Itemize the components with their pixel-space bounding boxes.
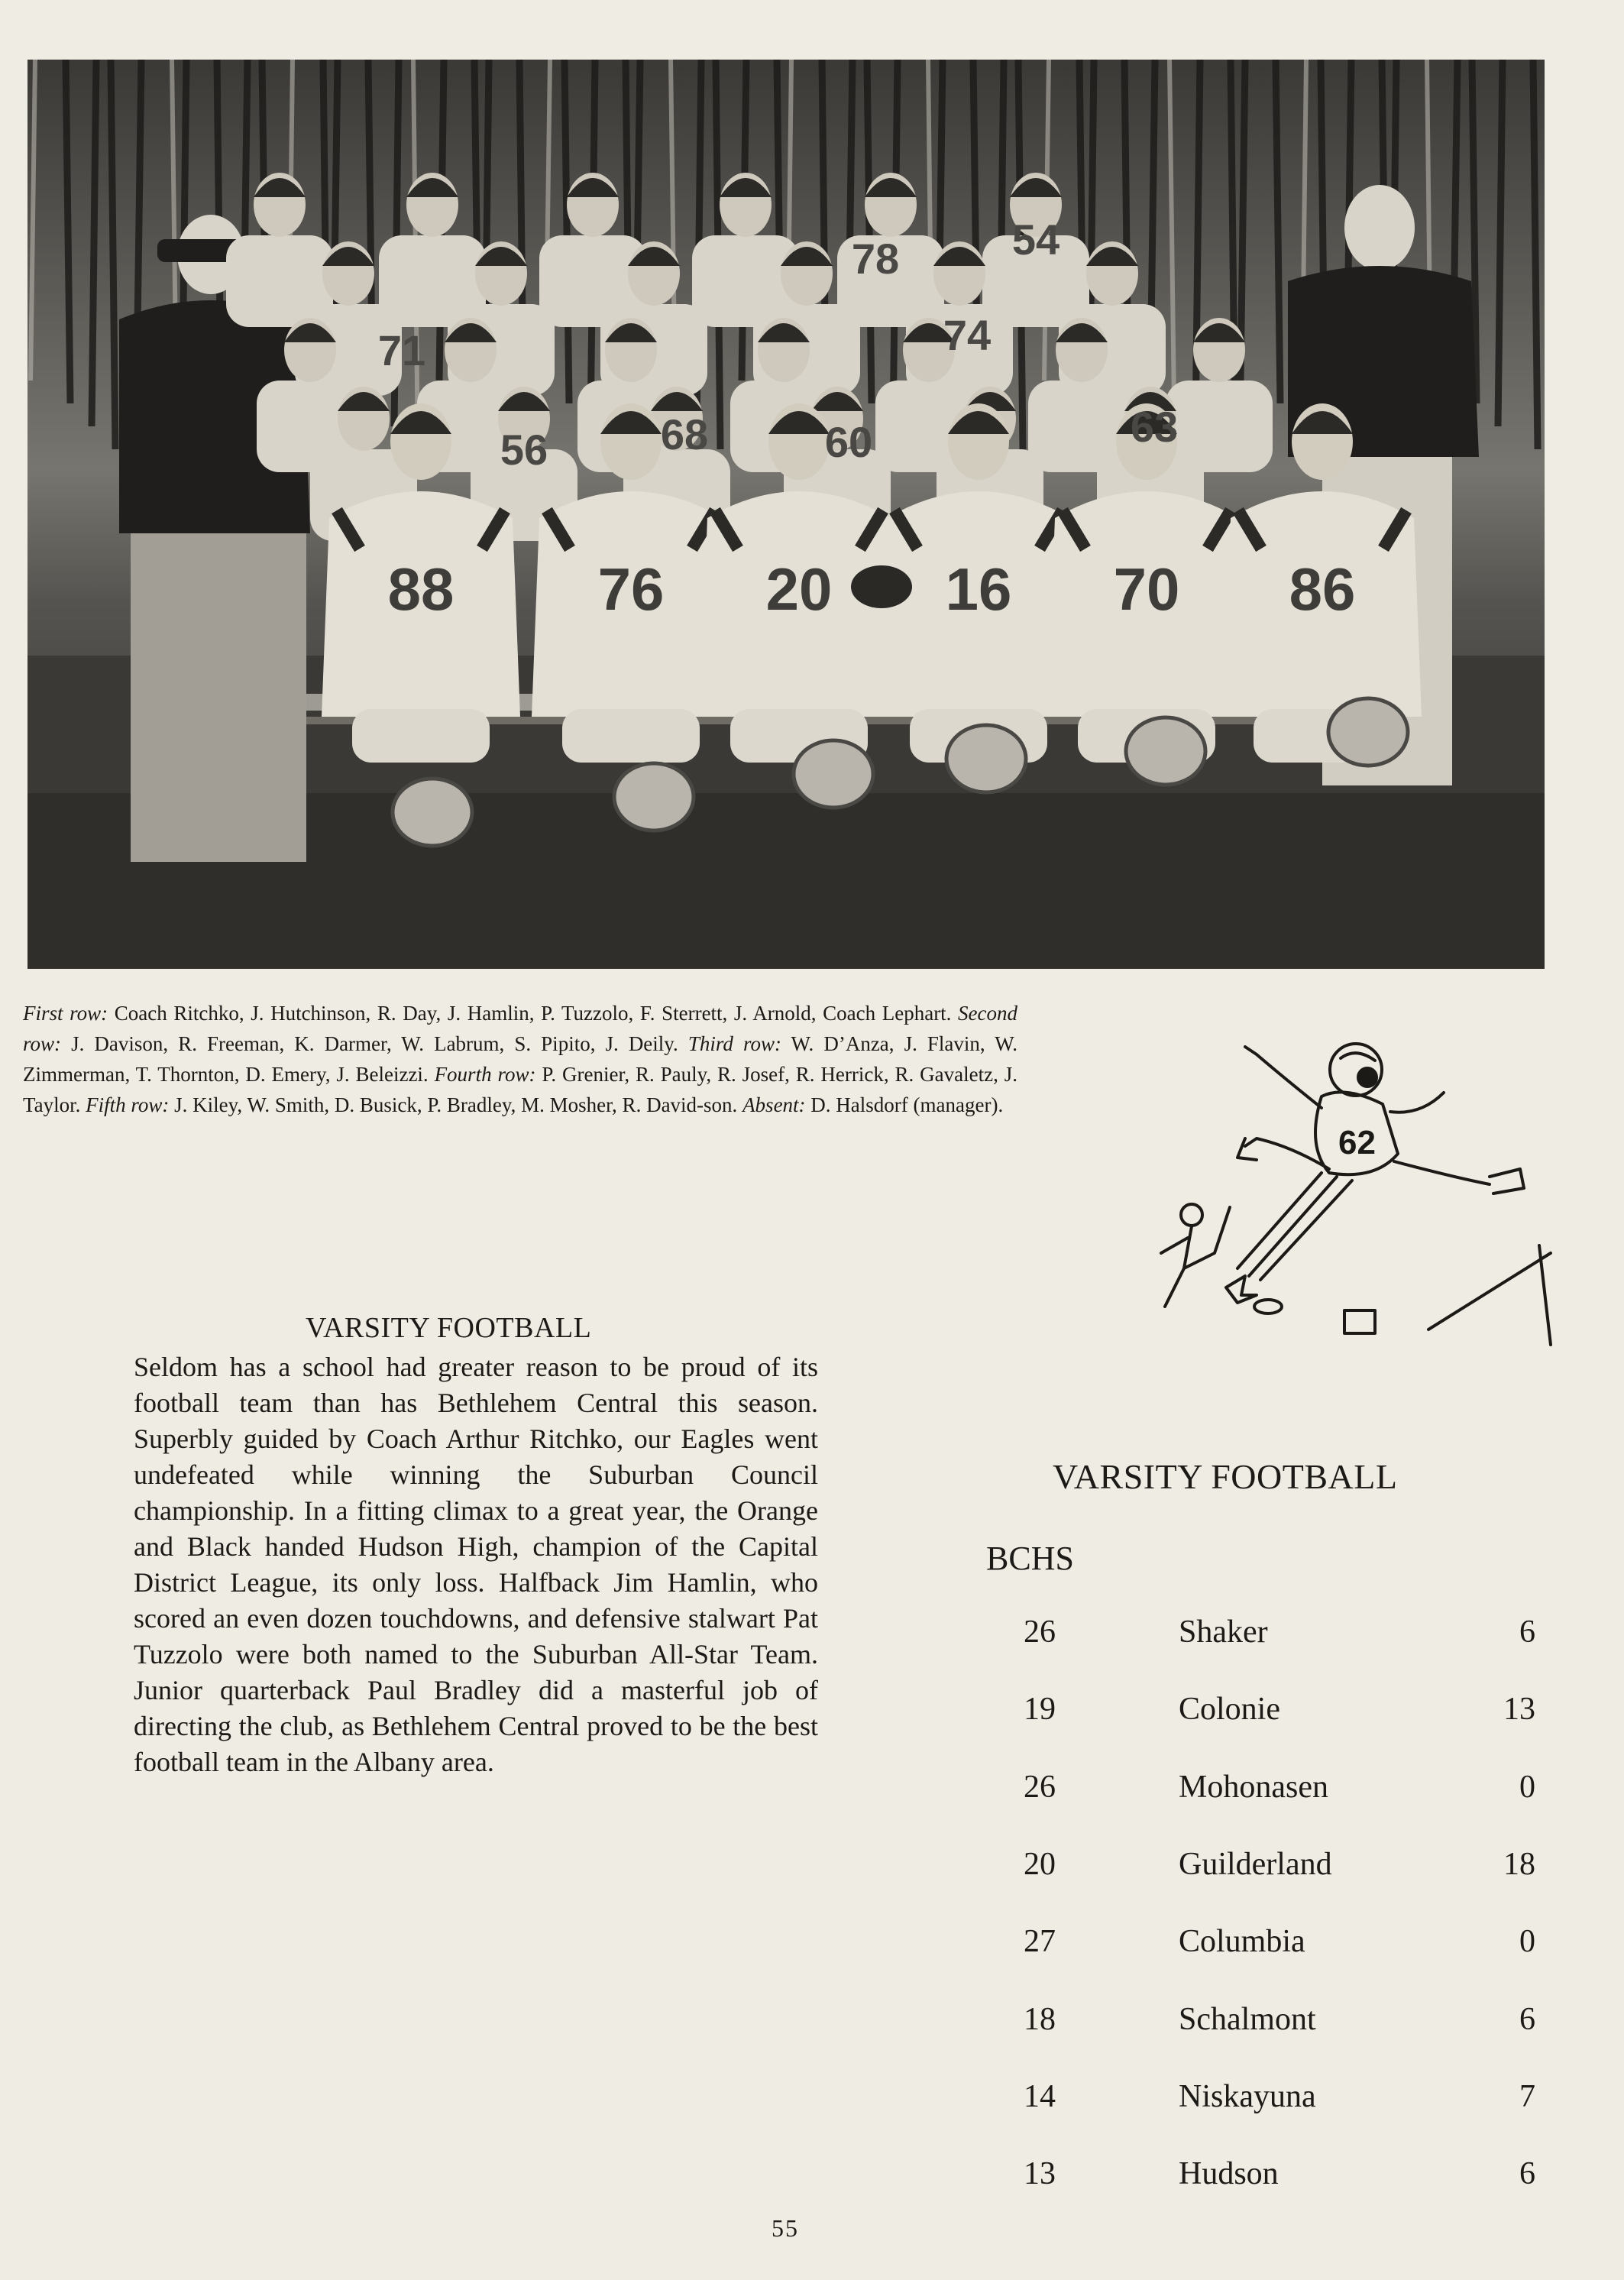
caption-text: P. Grenier, R. Pauly, R. Josef, R. Herrick, R. Gavaletz, J. Taylor. — [23, 1063, 1017, 1116]
front-jersey-number: 86 — [1289, 555, 1356, 623]
bchs-score: 13 — [1024, 2156, 1056, 2192]
caption-label: Second row: — [23, 1002, 1018, 1055]
bchs-score: 14 — [1024, 2078, 1056, 2114]
bchs-score: 26 — [1024, 1769, 1056, 1805]
bchs-score: 27 — [1024, 1924, 1056, 1960]
schedule-row — [985, 2001, 1535, 2047]
page-number: 55 — [772, 2214, 799, 2242]
team-photo-illustration — [27, 60, 1545, 969]
back-jersey-number: 56 — [500, 426, 548, 474]
front-jersey-number: 16 — [945, 555, 1012, 623]
bchs-score: 20 — [1024, 1846, 1056, 1882]
opponent-score: 6 — [1519, 2156, 1535, 2192]
photo-caption — [23, 998, 1017, 1120]
front-jersey-number: 88 — [387, 555, 455, 623]
opponent-score: 6 — [1519, 1614, 1535, 1650]
back-jersey-number: 54 — [1011, 215, 1060, 264]
opponent-name: Guilderland — [1179, 1846, 1332, 1882]
schedule-title: VARSITY FOOTBALL — [1053, 1457, 1398, 1496]
caption-label: First row: — [23, 1002, 108, 1025]
story-title: VARSITY FOOTBALL — [306, 1312, 592, 1344]
back-jersey-number: 74 — [943, 311, 992, 359]
opponent-score: 18 — [1503, 1846, 1535, 1882]
opponent-score: 6 — [1519, 2001, 1535, 2037]
opponent-score: 7 — [1519, 2078, 1535, 2114]
front-jersey-number: 70 — [1113, 555, 1180, 623]
bchs-score: 26 — [1024, 1614, 1056, 1650]
back-jersey-number: 60 — [824, 418, 873, 466]
caption-label: Fourth row: — [434, 1063, 536, 1086]
kicker-cartoon-icon — [1092, 1024, 1558, 1352]
opponent-score: 0 — [1519, 1924, 1535, 1960]
caption-text: J. Kiley, W. Smith, D. Busick, P. Bradley, M. Mosher, R. David-son. — [169, 1093, 743, 1116]
back-jersey-number: 71 — [377, 326, 426, 374]
team-photo — [27, 60, 1545, 969]
schedule-row — [985, 2155, 1535, 2201]
opponent-name: Schalmont — [1179, 2001, 1316, 2037]
bchs-score: 19 — [1024, 1692, 1056, 1728]
football-cartoon — [1092, 1024, 1558, 1352]
front-jersey-number: 20 — [765, 555, 833, 623]
caption-text: W. D’Anza, J. Flavin, W. Zimmerman, T. Thornton, D. Emery, J. Beleizzi. — [23, 1032, 1017, 1086]
schedule-row — [985, 1614, 1535, 1660]
back-jersey-number: 68 — [660, 410, 709, 458]
back-jersey-number: 78 — [851, 235, 900, 283]
schedule-row — [985, 1769, 1535, 1815]
opponent-name: Shaker — [1179, 1614, 1268, 1650]
cartoon-jersey-number: 62 — [1338, 1124, 1376, 1161]
opponent-name: Columbia — [1179, 1924, 1305, 1960]
opponent-score: 13 — [1503, 1692, 1535, 1728]
schedule-row — [985, 1846, 1535, 1892]
schedule-row — [985, 1691, 1535, 1737]
opponent-name: Colonie — [1179, 1692, 1280, 1728]
story-body: Seldom has a school had greater reason to be proud of its football team than has Bethlehem Central this season. Superbly guided by Coach Arthur Ritchko, our Eagles went undefeated while winning the Suburban Council championship. In a fitting climax to a great year, the Orange and Black handed Hudson High, champion of the Capital District League, its only loss. Halfback Jim Hamlin, who scored an even dozen touchdowns, and defensive stalwart Pat Tuzzolo were both named to the Suburban All-Star Team. Junior quarterback Paul Bradley did a masterful job of directing the club, as Bethlehem Central proved to be the best football team in the Albany area. — [134, 1352, 818, 1777]
schedule-team-header: BCHS — [986, 1540, 1074, 1577]
opponent-score: 0 — [1519, 1769, 1535, 1805]
opponent-name: Niskayuna — [1179, 2078, 1316, 2114]
bchs-score: 18 — [1024, 2001, 1056, 2037]
opponent-name: Hudson — [1179, 2156, 1279, 2192]
caption-label: Absent: — [742, 1093, 806, 1116]
caption-text: D. Halsdorf (manager). — [805, 1093, 1004, 1116]
back-jersey-number: 63 — [1130, 403, 1179, 451]
schedule-row — [985, 2078, 1535, 2124]
caption-label: Third row: — [687, 1032, 781, 1055]
schedule-row — [985, 1923, 1535, 1969]
caption-label: Fifth row: — [86, 1093, 170, 1116]
front-jersey-number: 76 — [597, 555, 665, 623]
caption-text: Coach Ritchko, J. Hutchinson, R. Day, J. Hamlin, P. Tuzzolo, F. Sterrett, J. Arnold, Coach Lephart. — [108, 1002, 959, 1025]
caption-text: J. Davison, R. Freeman, K. Darmer, W. Labrum, S. Pipito, J. Deily. — [61, 1032, 688, 1055]
opponent-name: Mohonasen — [1179, 1769, 1328, 1805]
